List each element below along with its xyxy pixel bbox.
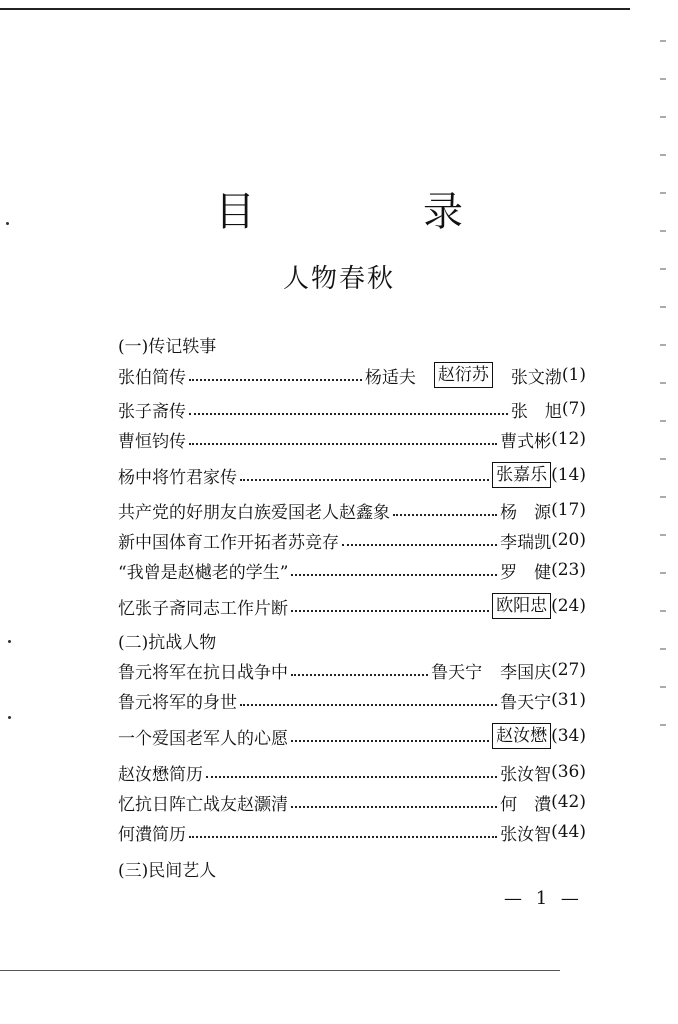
bottom-rule	[0, 970, 560, 971]
toc-entry[interactable]	[118, 461, 586, 489]
dot-leader	[291, 610, 489, 612]
toc-entry[interactable]	[118, 556, 586, 584]
entry-title: “我曾是赵樾老的学生”	[118, 562, 289, 583]
entry-page: (42)	[551, 792, 586, 812]
group-heading: (一)传记轶事	[118, 337, 217, 357]
entry-title: 曹恒钧传	[118, 431, 186, 452]
top-rule	[0, 8, 630, 10]
entry-title: 张伯简传	[118, 367, 186, 388]
toc-entry[interactable]	[118, 758, 586, 786]
toc-entry[interactable]	[118, 788, 586, 816]
toc-entry[interactable]	[118, 818, 586, 846]
toc-entry[interactable]	[118, 526, 586, 554]
entry-page: (36)	[551, 762, 586, 782]
entry-page: (14)	[551, 465, 586, 485]
entry-title: 忆抗日阵亡战友赵灏清	[118, 794, 288, 815]
toc-entry[interactable]	[118, 425, 586, 453]
entry-title: 赵汝懋简历	[118, 764, 203, 785]
entry-title: 何㵒简历	[118, 824, 186, 845]
entry-title: 杨中将竹君家传	[118, 467, 237, 488]
entry-page: (23)	[551, 560, 586, 580]
dot-leader	[206, 776, 497, 778]
entry-title: 鲁元将军在抗日战争中	[118, 662, 288, 683]
entry-page: (7)	[561, 399, 586, 419]
entry-title: 忆张子斋同志工作片断	[118, 598, 288, 619]
entry-author: 杨 源	[500, 502, 552, 523]
scan-speck	[8, 716, 11, 719]
entry-title: 鲁元将军的身世	[118, 692, 237, 713]
scan-speck	[8, 640, 11, 643]
entry-page: (20)	[551, 530, 586, 550]
group-heading: (三)民间艺人	[118, 861, 217, 881]
page-title: 目 录	[215, 189, 527, 235]
entry-author-boxed: 张嘉乐	[492, 462, 551, 488]
entry-page: (12)	[551, 429, 586, 449]
page-number: — 1 —	[504, 888, 583, 909]
dot-leader	[189, 443, 497, 445]
dot-leader	[240, 479, 489, 481]
entry-page: (27)	[551, 660, 586, 680]
entry-author: 曹式彬	[500, 431, 552, 452]
entry-author: 杨适夫	[364, 367, 416, 388]
entry-author: 张汝智	[500, 764, 552, 785]
dot-leader	[342, 544, 497, 546]
entry-title: 新中国体育工作开拓者苏竞存	[118, 532, 339, 553]
entry-author-second: 李国庆	[500, 662, 552, 683]
toc-entry[interactable]	[118, 592, 586, 620]
scan-edge-marks	[660, 40, 666, 740]
toc-entry[interactable]	[118, 361, 586, 389]
entry-page: (31)	[551, 690, 586, 710]
entry-author-second: 张文渤	[510, 367, 562, 388]
entry-title: 张子斋传	[118, 401, 186, 422]
dot-leader	[189, 379, 362, 381]
section-title: 人物春秋	[282, 264, 395, 294]
entry-page: (44)	[551, 822, 586, 842]
dot-leader	[393, 514, 497, 516]
toc-entry[interactable]	[118, 496, 586, 524]
toc-entry[interactable]	[118, 722, 586, 750]
entry-author-boxed: 欧阳忠	[492, 593, 551, 619]
entry-author: 李瑞凯	[500, 532, 552, 553]
entry-author: 罗 健	[500, 562, 552, 583]
entry-title: 一个爱国老军人的心愿	[118, 728, 288, 749]
dot-leader	[189, 836, 497, 838]
toc-entry[interactable]	[118, 395, 586, 423]
entry-author: 鲁天宁	[431, 662, 483, 683]
dot-leader	[291, 674, 428, 676]
toc-entry[interactable]	[118, 656, 586, 684]
entry-author-boxed: 赵汝懋	[492, 723, 551, 749]
entry-page: (1)	[561, 365, 586, 385]
group-heading: (二)抗战人物	[118, 633, 217, 653]
dot-leader	[291, 806, 497, 808]
entry-author-boxed: 赵衍苏	[434, 362, 493, 388]
entry-page: (17)	[551, 500, 586, 520]
toc-entry[interactable]	[118, 686, 586, 714]
entry-page: (34)	[551, 726, 586, 746]
dot-leader	[240, 704, 497, 706]
entry-author: 张 旭	[510, 401, 562, 422]
entry-author: 鲁天宁	[500, 692, 552, 713]
entry-author: 张汝智	[500, 824, 552, 845]
entry-author: 何 㵒	[500, 794, 552, 815]
dot-leader	[291, 574, 497, 576]
dot-leader	[189, 413, 508, 415]
entry-title: 共产党的好朋友白族爱国老人赵鑫象	[118, 502, 390, 523]
dot-leader	[291, 740, 489, 742]
entry-page: (24)	[551, 596, 586, 616]
